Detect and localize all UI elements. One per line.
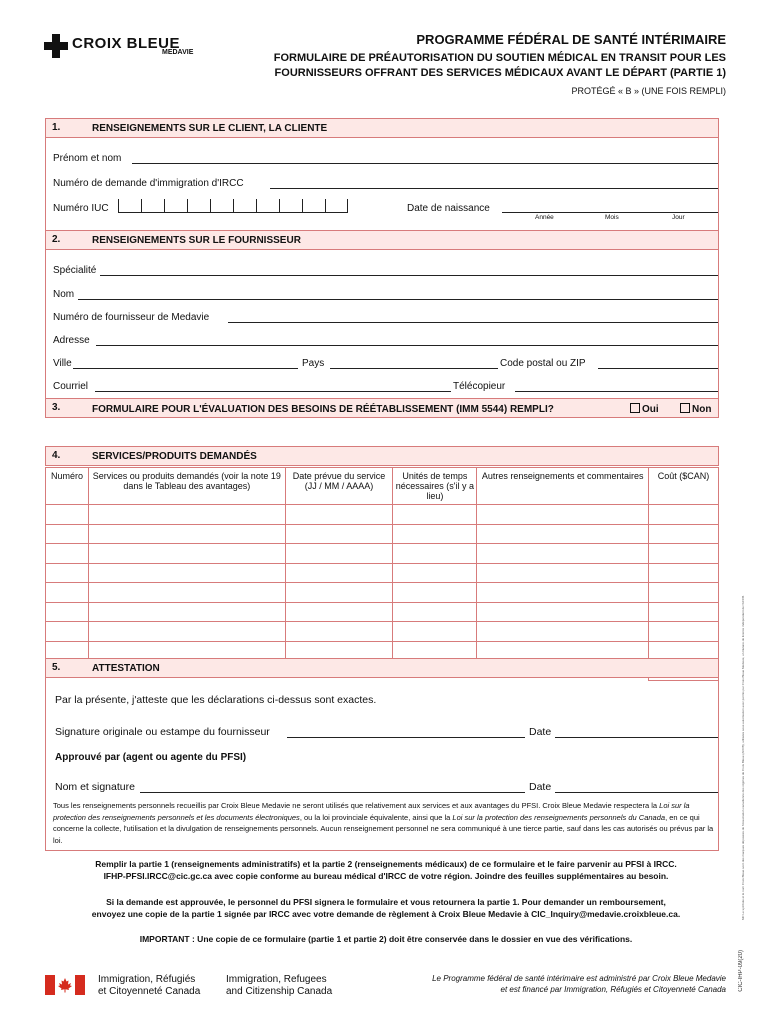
table-row[interactable]	[46, 622, 719, 642]
table-row[interactable]	[46, 544, 719, 564]
name-signature-label: Nom et signature	[55, 781, 135, 793]
table-row[interactable]	[46, 583, 719, 603]
address-field[interactable]	[96, 345, 718, 346]
section-1-header	[45, 118, 719, 138]
name-signature-field[interactable]	[140, 792, 525, 793]
table-row[interactable]	[46, 563, 719, 583]
specialty-field[interactable]	[100, 275, 718, 276]
no-checkbox[interactable]	[680, 403, 690, 413]
section-1-title: RENSEIGNEMENTS SUR LE CLIENT, LA CLIENTE	[92, 123, 328, 134]
section-3-title: FORMULAIRE POUR L'ÉVALUATION DES BESOINS DE RÉÉTABLISSEMENT (IMM 5544) REMPLI?	[92, 404, 554, 415]
imm5544-yes-option[interactable]	[624, 403, 659, 415]
brand-sub: MEDAVIE	[162, 49, 194, 56]
postal-code-label: Code postal ou ZIP	[500, 358, 586, 369]
reimbursement-instructions: Si la demande est approuvée, le personnel du PFSI signera le formulaire et vous retournera la partie 1. Pour demander un remboursement, envoyez une copie de la partie 1 signée par IRCC avec votre demande de règlement à Croix Bleue Medavie à CIC_Inquiry@medavie.croixbleue.ca.	[91, 897, 681, 919]
ircc-app-number-label: Numéro de demande d'immigration d'IRCC	[53, 178, 244, 189]
table-row[interactable]	[46, 524, 719, 544]
section-3-number: 3.	[52, 402, 61, 413]
provider-number-field[interactable]	[228, 322, 718, 323]
approval-date-field[interactable]	[555, 792, 718, 793]
signature-field[interactable]	[287, 737, 525, 738]
dob-month-label: Mois	[605, 214, 619, 221]
email-field[interactable]	[95, 391, 451, 392]
signature-date-label: Date	[529, 726, 552, 738]
col-comments: Autres renseignements et commentaires	[477, 468, 649, 505]
privacy-notice: Tous les renseignements personnels recueillis par Croix Bleue Medavie ne seront utilisés que relativement aux services et aux avantages du PFSI. Croix Bleue Medavie respectera la Loi sur la protection des renseignements personnels et les documents électroniques, ou la loi provinciale équivalente, ainsi que la Loi sur la protection des renseignements personnels du Canada, en ce qui concerne la collecte, l'utilisation et la divulgation de renseignements personnels. Aucun renseignement personnel ne sera communiqué à une tierce partie, sauf dans les cas autorisés ou prévus par la loi.	[53, 801, 714, 845]
col-units: Unités de temps nécessaires (s'il y a lieu)	[393, 468, 477, 505]
uci-number-field[interactable]	[118, 199, 348, 213]
services-table	[45, 467, 719, 681]
country-label: Pays	[302, 358, 325, 369]
table-row[interactable]	[46, 602, 719, 622]
signature-label: Signature originale ou estampe du fournisseur	[55, 726, 270, 738]
approval-date-label: Date	[529, 781, 552, 793]
imm5544-no-option[interactable]	[674, 403, 711, 415]
dob-day-label: Jour	[672, 214, 685, 221]
postal-code-field[interactable]	[598, 368, 718, 369]
specialty-label: Spécialité	[53, 265, 97, 276]
important-notice: IMPORTANT : Une copie de ce formulaire (partie 1 et partie 2) doit être conservée dans le dossier en vue des vérifications.	[139, 934, 633, 944]
cross-icon	[44, 34, 68, 58]
email-label: Courriel	[53, 381, 89, 392]
provider-name-field[interactable]	[78, 299, 718, 300]
yes-label: Oui	[642, 404, 659, 415]
form-subtitle	[262, 51, 726, 81]
country-field[interactable]	[330, 368, 498, 369]
dob-year-label: Année	[535, 214, 554, 221]
section-2-title: RENSEIGNEMENTS SUR LE FOURNISSEUR	[92, 235, 301, 246]
col-number: Numéro	[46, 468, 89, 505]
program-admin-note: Le Programme fédéral de santé intérimaire est administré par Croix Bleue Medavie et est financé par Immigration, Réfugiés et Citoyenneté Canada	[432, 974, 726, 994]
col-cost: Coût ($CAN)	[649, 468, 719, 505]
section-5-header	[45, 658, 719, 678]
city-label: Ville	[53, 358, 72, 369]
section-5-number: 5.	[52, 662, 61, 673]
signature-date-field[interactable]	[555, 737, 718, 738]
provider-number-label: Numéro de fournisseur de Medavie	[53, 312, 210, 323]
yes-checkbox[interactable]	[630, 403, 640, 413]
gov-name-en: Immigration, Refugees and Citizenship Canada	[226, 974, 333, 997]
no-label: Non	[692, 404, 712, 415]
dob-field[interactable]	[502, 212, 718, 213]
fax-label: Télécopieur	[453, 381, 506, 392]
attestation-statement: Par la présente, j'atteste que les déclarations ci-dessus sont exactes.	[55, 694, 377, 706]
section-4-header	[45, 446, 719, 466]
section-1-number: 1.	[52, 122, 61, 133]
brand-name: CROIX BLEUE	[72, 35, 181, 52]
section-3-header	[45, 398, 719, 418]
col-services: Services ou produits demandés (voir la note 19 dans le Tableau des avantages)	[88, 468, 285, 505]
uci-number-label: Numéro IUC	[53, 203, 109, 214]
section-5-title: ATTESTATION	[92, 663, 160, 674]
protected-label: PROTÉGÉ « B » (UNE FOIS REMPLI)	[571, 86, 726, 96]
canada-flag-icon	[45, 975, 85, 995]
first-last-name-field[interactable]	[132, 163, 718, 164]
section-2-header	[45, 230, 719, 250]
table-row[interactable]	[46, 505, 719, 525]
fax-field[interactable]	[515, 391, 718, 392]
section-4-number: 4.	[52, 450, 61, 461]
form-code: CIC-IHP-09(20)	[738, 950, 744, 992]
trademark-notice: MC Le symbole et le nom Croix Bleue sont des marques déposées de l'Association canadienne des régimes de Croix Bleue (ACCB), utilisées sous autorisation avec permis par Croix Bleue Medavie, un titulaire de licence indépendant de l'ACCB.	[741, 595, 745, 920]
croix-bleue-logo	[44, 34, 214, 60]
section-2-number: 2.	[52, 234, 61, 245]
form-subtitle-line-2: FOURNISSEURS OFFRANT DES SERVICES MÉDICAUX AVANT LE DÉPART (PARTIE 1)	[274, 67, 726, 79]
services-table-header	[46, 468, 719, 505]
col-date: Date prévue du service (JJ / MM / AAAA)	[285, 468, 393, 505]
address-label: Adresse	[53, 335, 90, 346]
approved-by-label: Approuvé par (agent ou agente du PFSI)	[55, 752, 247, 763]
dob-label: Date de naissance	[407, 203, 490, 214]
form-subtitle-line-1: FORMULAIRE DE PRÉAUTORISATION DU SOUTIEN MÉDICAL EN TRANSIT POUR LES	[273, 52, 726, 64]
submission-instructions: Remplir la partie 1 (renseignements administratifs) et la partie 2 (renseignements médicaux) de ce formulaire et le faire parvenir au PFSI à IRCC. IFHP-PFSI.IRCC@cic.gc.ca avec copie conforme au bureau médical d'IRCC de votre région. Joindre des feuilles supplémentaires au besoin.	[95, 859, 677, 881]
gov-name-fr: Immigration, Réfugiés et Citoyenneté Canada	[98, 974, 201, 997]
ircc-app-number-field[interactable]	[270, 188, 718, 189]
section-4-title: SERVICES/PRODUITS DEMANDÉS	[92, 451, 257, 462]
first-last-name-label: Prénom et nom	[53, 153, 122, 164]
city-field[interactable]	[73, 368, 298, 369]
provider-name-label: Nom	[53, 289, 75, 300]
form-title: PROGRAMME FÉDÉRAL DE SANTÉ INTÉRIMAIRE	[416, 32, 726, 47]
